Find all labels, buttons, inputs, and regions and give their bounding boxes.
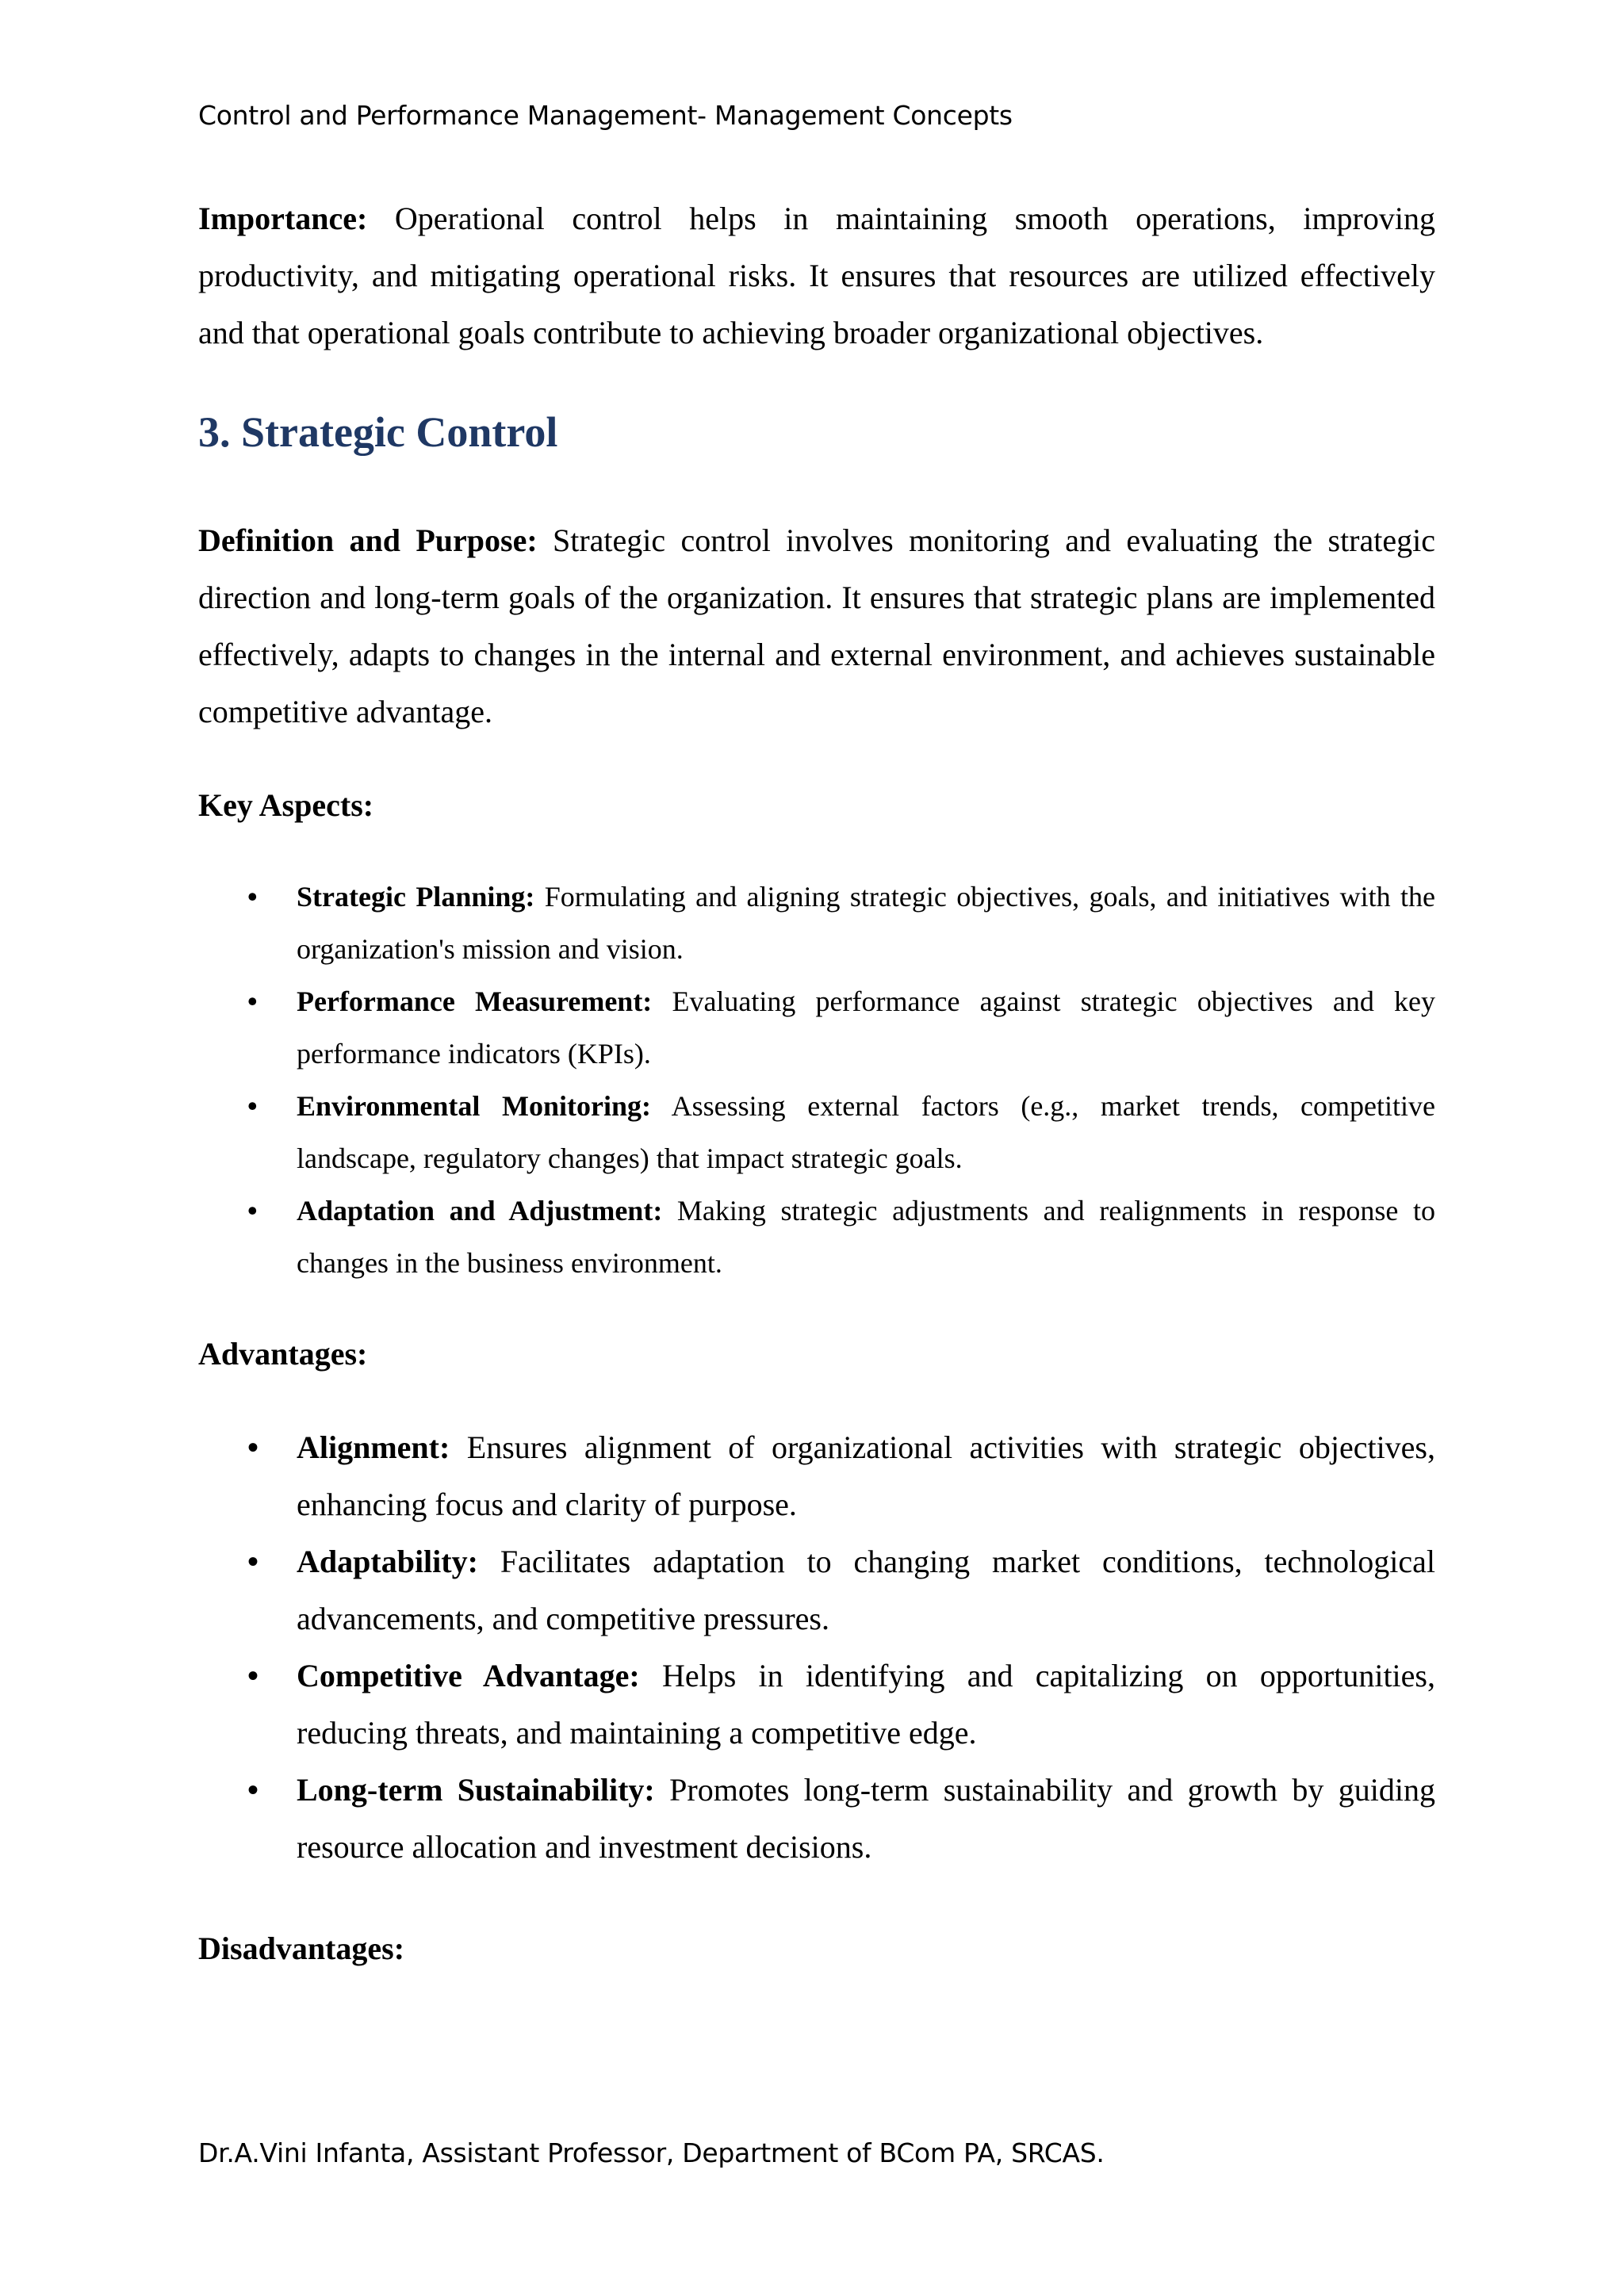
bullet-icon: • xyxy=(247,1195,258,1226)
list-item-text: Ensures alignment of organizational activities with strategic objectives, enhancing focus and clarity of purpose. xyxy=(297,1429,1435,1522)
bullet-icon: • xyxy=(247,881,258,913)
list-item-text: Helps in identifying and capitalizing on opportunities, reducing threats, and maintaining a competitive edge. xyxy=(297,1658,1435,1751)
list-item-label: Strategic Planning: xyxy=(297,881,535,913)
definition-text: Strategic control involves monitoring and evaluating the strategic direction and long-term goals of the organization. It ensures that strategic plans are implemented effectively, adapts to changes in the internal and external environment, and achieves sustainable competitive advantage. xyxy=(198,522,1435,729)
definition-label: Definition and Purpose: xyxy=(198,522,538,558)
key-aspects-list-block xyxy=(198,871,1435,1289)
list-item-label: Performance Measurement: xyxy=(297,985,653,1017)
importance-paragraph xyxy=(198,190,1435,362)
list-item-text: Evaluating performance against strategic objectives and key performance indicators (KPIs). xyxy=(297,985,1436,1070)
list-item xyxy=(198,975,1435,1080)
list-item xyxy=(198,1419,1435,1533)
bullet-icon: • xyxy=(247,1429,259,1465)
advantages-list-block xyxy=(198,1419,1435,1876)
list-item-label: Adaptation and Adjustment: xyxy=(297,1195,663,1226)
list-item-label: Competitive Advantage: xyxy=(297,1658,640,1693)
bullet-icon: • xyxy=(247,1658,259,1693)
list-item xyxy=(198,1647,1435,1762)
key-aspects-list xyxy=(198,871,1435,1289)
bullet-icon: • xyxy=(247,1090,258,1122)
importance-label: Importance: xyxy=(198,201,368,236)
list-item-label: Long-term Sustainability: xyxy=(297,1772,655,1808)
list-item xyxy=(198,1184,1435,1289)
list-item xyxy=(198,871,1435,975)
list-item-text: Making strategic adjustments and realignments in response to changes in the business environment. xyxy=(297,1195,1435,1279)
list-item-label: Environmental Monitoring: xyxy=(297,1090,651,1122)
list-item xyxy=(198,1080,1435,1184)
definition-block xyxy=(198,512,1435,740)
section-title: 3. Strategic Control xyxy=(198,408,558,456)
advantages-block xyxy=(198,1330,1435,1378)
page-footer: Dr.A.Vini Infanta, Assistant Professor, Department of BCom PA, SRCAS. xyxy=(198,2137,1105,2168)
advantages-heading: Advantages: xyxy=(198,1336,368,1372)
bullet-icon: • xyxy=(247,985,258,1017)
key-aspects-block xyxy=(198,782,1435,829)
importance-paragraph-block xyxy=(198,190,1435,362)
bullet-icon: • xyxy=(247,1772,259,1808)
list-item-text: Facilitates adaptation to changing market conditions, technological advancements, and competitive pressures. xyxy=(297,1544,1435,1636)
list-item-text: Promotes long-term sustainability and growth by guiding resource allocation and investment decisions. xyxy=(297,1772,1436,1865)
list-item xyxy=(198,1762,1435,1876)
list-item-text: Assessing external factors (e.g., market trends, competitive landscape, regulatory changes) that impact strategic goals. xyxy=(297,1090,1436,1174)
importance-text: Operational control helps in maintaining smooth operations, improving productivity, and mitigating operational risks. It ensures that resources are utilized effectively and that operational goals contribute to achieving broader organizational objectives. xyxy=(198,201,1435,350)
advantages-list xyxy=(198,1419,1435,1876)
section-title-block xyxy=(198,404,1435,460)
definition-paragraph xyxy=(198,512,1435,740)
list-item-label: Alignment: xyxy=(297,1429,450,1465)
key-aspects-heading: Key Aspects: xyxy=(198,787,374,823)
running-header: Control and Performance Management- Management Concepts xyxy=(198,100,1013,131)
disadvantages-block xyxy=(198,1925,1435,1973)
disadvantages-heading: Disadvantages: xyxy=(198,1931,405,1966)
bullet-icon: • xyxy=(247,1544,259,1579)
list-item-text: Formulating and aligning strategic objectives, goals, and initiatives with the organization's mission and vision. xyxy=(297,881,1436,965)
list-item xyxy=(198,1533,1435,1647)
list-item-label: Adaptability: xyxy=(297,1544,478,1579)
